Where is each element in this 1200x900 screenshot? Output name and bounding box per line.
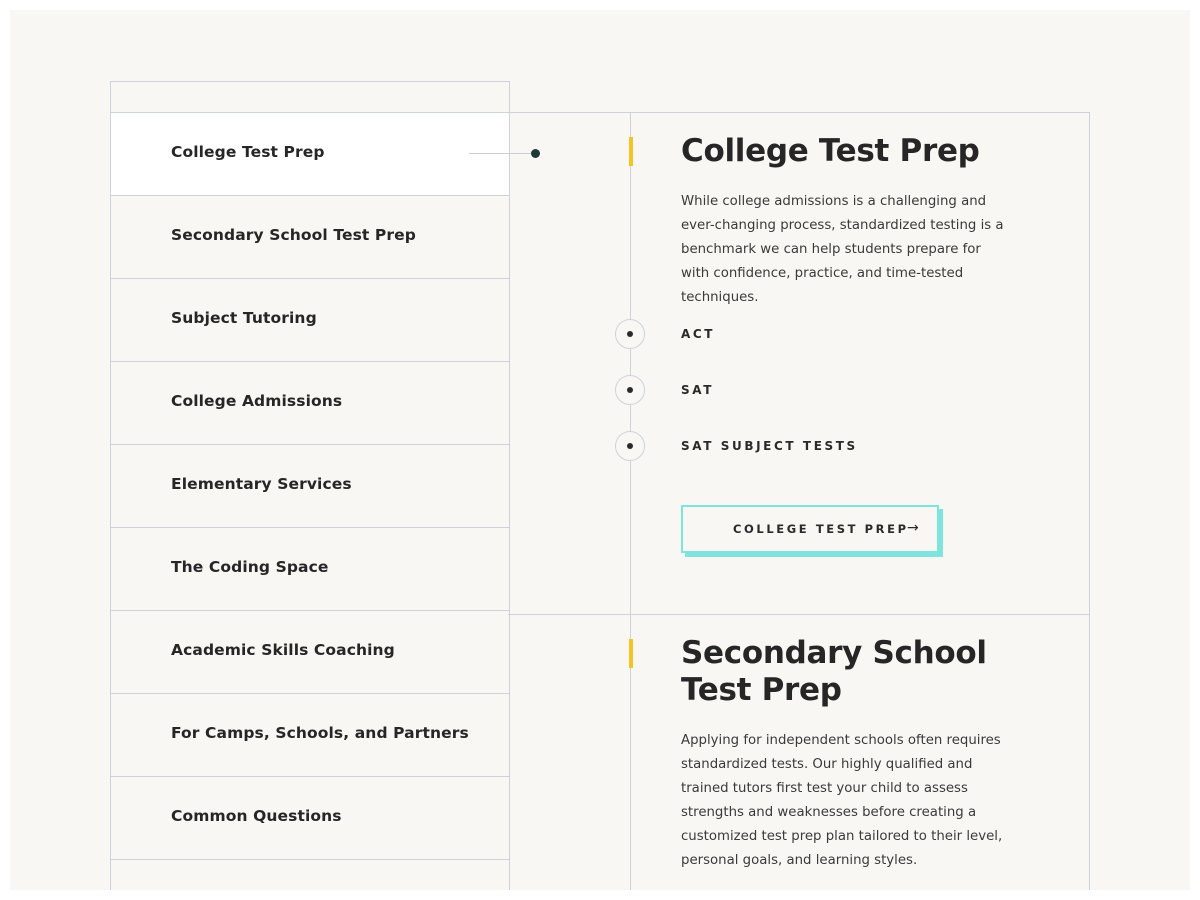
sidebar-item-label: Academic Skills Coaching — [171, 641, 395, 659]
sidebar-item-label: College Test Prep — [171, 143, 325, 161]
sidebar-item-college-admissions[interactable] — [111, 361, 509, 444]
section-accent-bar — [629, 137, 633, 166]
sidebar-item-label: Subject Tutoring — [171, 309, 317, 327]
test-link-sat[interactable]: SAT — [681, 383, 714, 397]
section-description: While college admissions is a challenging and ever-changing process, standardized testing is a benchmark we can help students prepare for with confidence, practice, and time-tested techniques. — [681, 194, 1004, 305]
arrow-right-icon: → — [907, 520, 919, 536]
sidebar-item-label: For Camps, Schools, and Partners — [171, 724, 469, 742]
sidebar-item-coding-space[interactable] — [111, 527, 509, 610]
sidebar-item-label: Common Questions — [171, 807, 342, 825]
sidebar-item-label: Secondary School Test Prep — [171, 226, 416, 244]
sidebar-item-label: College Admissions — [171, 392, 343, 410]
sidebar-item-secondary-school-test-prep[interactable] — [111, 195, 509, 278]
section-title-college-test-prep: College Test Prep — [681, 133, 980, 169]
sidebar-item-elementary-services[interactable] — [111, 444, 509, 527]
timeline-line — [630, 112, 631, 890]
button-label: COLLEGE TEST PREP — [733, 522, 909, 536]
sidebar-item-subject-tutoring[interactable] — [111, 278, 509, 361]
timeline-node — [615, 375, 645, 405]
section-title-secondary-school-test-prep: Secondary School Test Prep — [681, 635, 987, 708]
timeline-node — [615, 431, 645, 461]
college-test-prep-button[interactable] — [681, 505, 939, 553]
test-link-sat-subject-tests[interactable]: SAT SUBJECT TESTS — [681, 439, 858, 453]
page-canvas — [10, 10, 1190, 890]
sidebar-item-college-test-prep[interactable] — [111, 112, 509, 195]
section-accent-bar — [629, 639, 633, 668]
sidebar-item-camps-schools-partners[interactable] — [111, 693, 509, 776]
section-description: Applying for independent schools often requires standardized tests. Our highly qualified and trained tutors first test your child to assess strengths and weaknesses before creating a customized test prep plan tailored to their level, personal goals, and learning styles. — [681, 733, 1003, 868]
timeline-node-dot — [627, 331, 633, 337]
services-sidebar — [110, 81, 510, 890]
sidebar-divider — [111, 859, 509, 860]
section-divider — [508, 614, 1089, 615]
sidebar-item-academic-skills-coaching[interactable] — [111, 610, 509, 693]
sidebar-item-common-questions[interactable] — [111, 776, 509, 859]
sidebar-item-label: The Coding Space — [171, 558, 329, 576]
sidebar-top-border — [111, 81, 509, 82]
test-link-act[interactable]: ACT — [681, 327, 716, 341]
timeline-node-dot — [627, 443, 633, 449]
timeline-node — [615, 319, 645, 349]
sidebar-item-label: Elementary Services — [171, 475, 352, 493]
timeline-node-dot — [627, 387, 633, 393]
